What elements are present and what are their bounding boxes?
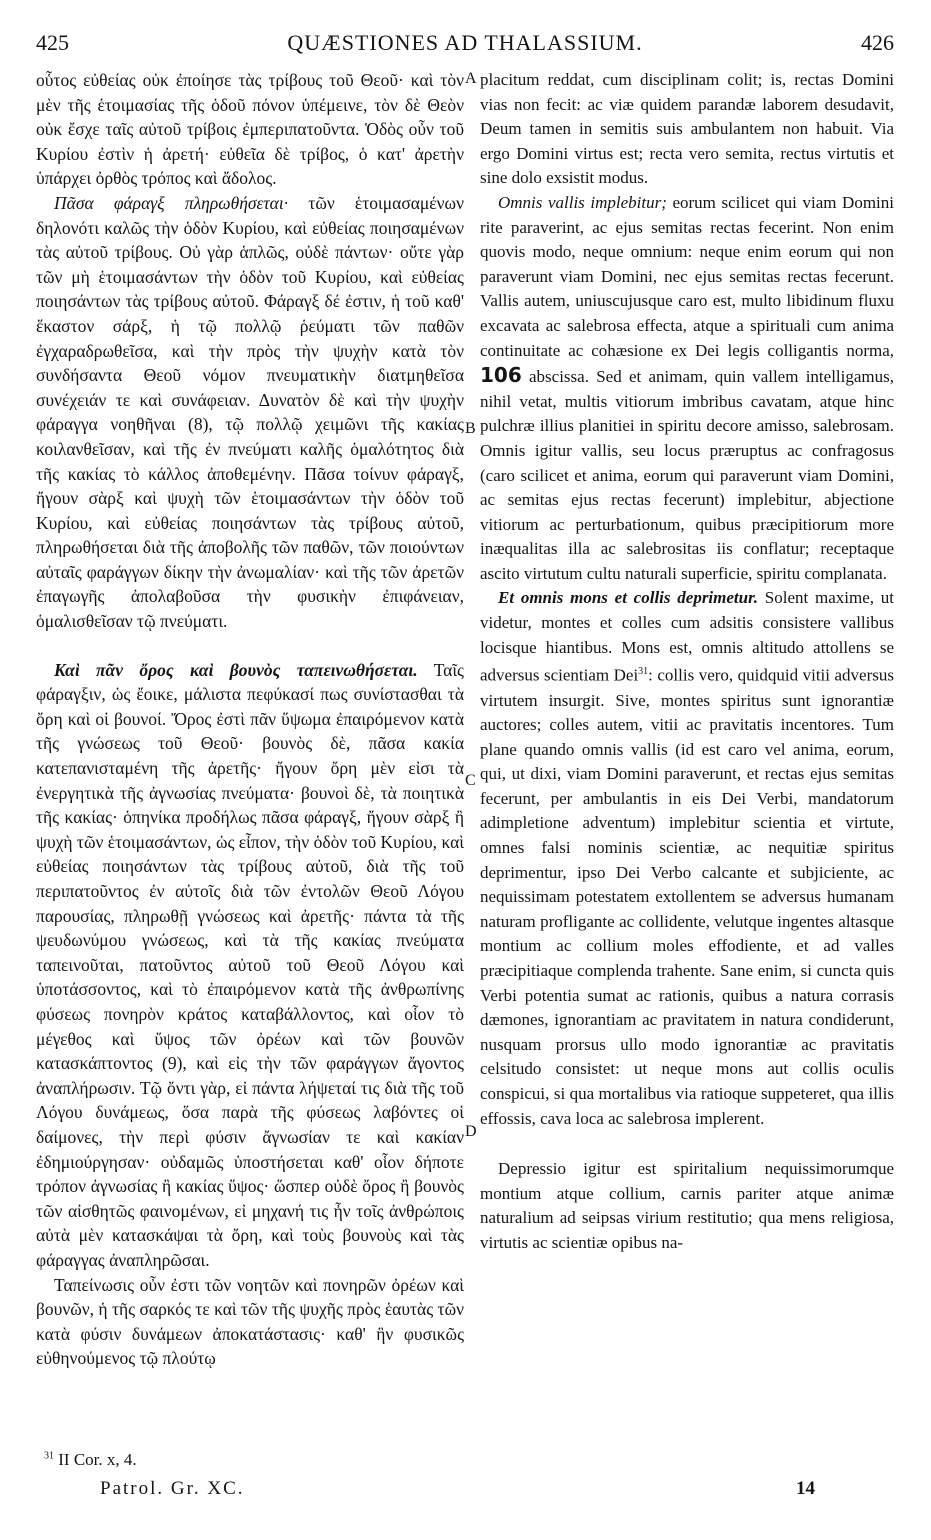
greek-paragraph-2 xyxy=(36,191,464,634)
page-number-left: 425 xyxy=(36,30,69,55)
greek-lemma-2: Καὶ πᾶν ὄρος καὶ βουνὸς ταπεινωθήσεται. xyxy=(54,659,418,680)
migne-column-number: 106 xyxy=(480,363,522,388)
footnote xyxy=(44,1450,137,1470)
greek-paragraph-3-text: Ταῖς φάραγξιν, ὡς ἔοικε, μάλιστα πεφύκασί πως συνίστασθαι τὰ ὄρη καὶ οἱ βουνοί. Ὄρος ἐστὶ πᾶν ὕψωμα ἐπαιρόμενον κατὰ τῆς γνώσεως τοῦ Θεοῦ· βουνὸς δὲ, πᾶσα κακία κατεπανισταμένη τῆς ἀρετῆς· ἤγουν ὄρη μὲν εἰσι τὰ ἐνεργητικὰ τῆς ἀγνωσίας πνεύματα· βουνοὶ δὲ, τὰ ποιητικὰ τῆς κακίας· ὁπηνίκα προδήλως πᾶσα φάραγξ, ἤγουν σὰρξ ἢ ψυχὴ τῶν ἑτοιμασάντων, ὡς εἶπον, τὴν ὁδὸν τοῦ Κυρίου, καὶ εὐθείας ποιησάντων τὰς τρίβους αὐτοῦ, διὰ τῆς τοῦ περιπατοῦντος ἐν αὐτοῖς διὰ τῶν ἐντολῶν Θεοῦ Λόγου παρουσίας, πληρωθῇ γνώσεως καὶ ἀρετῆς· πάντα τὰ τῆς ψευδωνύμου γνώσεως, καὶ τὰ τῆς κακίας πνεύματα ταπεινοῦται, πατοῦντος αὐτοῦ τοῦ Θεοῦ Λόγου καὶ ὑποτάσσοντος, καὶ τὸ ἐπαιρόμενον κατὰ τῆς ἀνθρωπίνης φύσεως πονηρὸν κράτος καταβάλλοντος, καὶ οἷον τὸ μέγεθος καὶ ὕψος τῶν ὀρέων καὶ τῶν βουνῶν κατασκάπτοντος (9), καὶ εἰς τὴν τῶν φαράγγων ἄγοντος ἀναπλήρωσιν. Τῷ ὄντι γὰρ, εἰ πάντα λήψεταί τις διὰ τῆς τοῦ Λόγου δυνάμεως, ὅσα παρὰ τῆς φύσεως λαβόντες οἱ δαίμονες, τὴν περὶ φύσιν ἄγνωσίαν τε καὶ κακίαν ἐδημιούργησαν· οὐδαμῶς ὑποστήσεται καθ' οἷον δήποτε τρόπον ἀγνωσίας ἢ κακίας ὕψος· ὥσπερ οὐδὲ ὄρος ἢ βουνὸς τῶν αἰσθητῶς φαινομένων, εἰ μηχανή τις ἦν τοῖς ἀνθρώποις αὐτὰ μὲν κατασκάψαι τὰ ὄρη, καὶ τοὺς βουνοὺς καὶ τὰς φάραγγας ἀναπληρῶσαι. xyxy=(36,659,464,1270)
latin-paragraph-3-text-a: Solent maxime, ut videtur, montes et colles cum adsitis consistere vallibus locisque hiantibus. Mons est, omnis altitudo attollens se adversus scientiam Dei xyxy=(480,588,894,685)
latin-lemma-1: Omnis vallis implebitur; xyxy=(498,192,667,212)
latin-paragraph-2-text-b: abscissa. Sed et animam, quin vallem intelligamus, nihil vetat, multis vitiorum imbribus cavatam, atque hinc pulchræ illius planitiei in spiritu decore amisso, salebrosam. Omnis igitur vallis, seu locus præruptus ac confragosus (caro scilicet et anima, eorum qui paraverunt viam Domini, ac semitas ejus rectas fecerunt) implebitur, abjectione vitiorum ac perturbationum, quibus præcipitiorum more inæqualitas illa ac salebrositas iis conflatur; receptaque ascito virtutum cultu naturali superficie, spiritu complanata. xyxy=(480,367,894,583)
latin-paragraph-4: Depressio igitur est spiritalium nequissimorumque montium atque collium, carnis pariter atque animæ naturalium ad seipsas virium restitutio; qua mens religiosa, virtutis ac scientiæ opibus na- xyxy=(480,1159,894,1252)
latin-column xyxy=(480,68,894,1256)
latin-paragraph-2-text-a: eorum scilicet qui viam Domini rite paraverint, ac ejus semitas rectas fecerint. Non enim quovis modo, neque omnium: neque enim eorum qui non paraverunt viam Domini, nec ejus semitas rectas fecerunt. Vallis autem, uniuscujusque caro est, multo libidinum fluxu excavata ac salebrosa effecta, atque a spirituali cum anima continuitate ac cohæsione ex Dei legis colligantis norma, xyxy=(480,192,894,360)
footnote-text: II Cor. x, 4. xyxy=(54,1450,137,1469)
latin-paragraph-3-text-b: : collis vero, quidquid vitii adversus virtutem insurgit. Sive, montes spiritus sunt ignorantiæ auctores; colles autem, vitii ac pravitatis incentores. Tum plane quando omnis vallis (id est caro vel anima, eorum, qui, ut dixi, viam Domini paraverunt, et rectas ejus semitas fecerunt, per ambulantis in eis Dei Verbi, mandatorum adimpletione adventum) implebitur scientia et virtute, omnes falsi nominis scientiæ, ac nequitiæ spiritus deprimentur, ipso Dei Verbo calcante et subjiciente, ac nequissimam potestatem extollentem se adversus humanam naturam profligante ac collidente, velutque ingentes altasque montium ac collium moles effodiente, et ad valles præcipitiaque complenda trahente. Sane enim, si cuncta quis Verbi potentia sumat ac rationis, quibus a natura corrasis dæmones, ignorantiam ac pravitatem in natura condiderunt, nusquam prorsus ullo modo ignorantiæ ac pravitatis celsitudo consistet: ut neque mons aut collis oculis conspicui, si qua mortalibus via ratioque suppeteret, qua illis effossis, cava loca ac salebrosa implerent. xyxy=(480,665,894,1128)
page-number-right: 426 xyxy=(861,30,894,55)
footnote-reference: 31 xyxy=(638,666,649,678)
footnote-number: 31 xyxy=(44,1450,54,1462)
greek-column xyxy=(36,68,464,1371)
latin-paragraph-1: placitum reddat, cum disciplinam colit; is, rectas Domini vias non fecit: ac viæ quidem parandæ laborem desudavit, Deum tamen in semitis suis ambulantem non habuit. Via ergo Domini virtus est; recta vero semita, rectus virtutis et sine dolo exsistit modus. xyxy=(480,70,894,188)
margin-marker-b: B xyxy=(465,420,476,437)
running-header xyxy=(36,30,894,64)
greek-paragraph-1: οὗτος εὐθείας οὐκ ἐποίησε τὰς τρίβους τοῦ Θεοῦ· καὶ τὸν μὲν τῆς ἑτοιμασίας τῆς ὁδοῦ πόνον ὑπέμεινε, τὸν δὲ Θεὸν οὐκ ἔσχε ταῖς αὐτοῦ τρίβοις ἐμπεριπατοῦντα. Ὁδὸς οὖν τοῦ Κυρίου ἐστὶν ἡ ἀρετή· εὐθεῖα δὲ τρίβος, ὁ κατ' ἀρετὴν ὑπάρχει ὀρθὸς τρόπος καὶ ἄδολος. xyxy=(36,70,464,189)
signature-line: Patrol. Gr. XC. xyxy=(100,1478,245,1499)
greek-paragraph-3 xyxy=(36,658,464,1273)
running-title: QUÆSTIONES AD THALASSIUM. xyxy=(287,30,643,55)
margin-marker-c: C xyxy=(465,772,476,789)
greek-lemma-1: Πᾶσα φάραγξ πληρωθήσεται· xyxy=(54,192,289,213)
greek-paragraph-4: Ταπείνωσις οὖν ἐστι τῶν νοητῶν καὶ πονηρῶν ὀρέων καὶ βουνῶν, ἡ τῆς σαρκός τε καὶ τῶν τῆς ψυχῆς πρὸς ἑαυτὰς τῶν κατὰ φύσιν δυνάμεων ἀποκατάστασις· καθ' ἣν φυσικῶς εὐθηνούμενος τῷ πλούτῳ xyxy=(36,1274,464,1369)
margin-marker-a: A xyxy=(465,70,477,87)
latin-paragraph-3 xyxy=(480,586,894,1131)
signature-number: 14 xyxy=(796,1478,815,1499)
greek-paragraph-2-text: τῶν ἑτοιμασαμένων δηλονότι καλῶς τὴν ὁδὸν Κυρίου, καὶ εὐθείας ποιησαμένων τὰς αὐτοῦ τρίβους. Οὐ γὰρ ἁπλῶς, οὐδὲ πάντων· οὔτε γὰρ τῶν μὴ ἑτοιμασάντων τὴν ὁδὸν τοῦ Κυρίου, καὶ εὐθείας ποιησάντων τὰς τρίβους αὐτοῦ. Φάραγξ δέ ἐστιν, ἡ τοῦ καθ' ἕκαστον σάρξ, ἡ τῷ πολλῷ ῥεύματι τῶν παθῶν ἐγχαραδρωθεῖσα, καὶ τὴν πρὸς τὴν ψυχὴν κατὰ τὸν συνδήσαντα Θεοῦ νόμον πνευματικὴν διατμηθεῖσα συνέχειάν τε καὶ συνάφειαν. Δυνατὸν δὲ καὶ τὴν ψυχὴν φάραγγα νοηθῆναι (8), τῷ πολλῷ χειμῶνι τῆς κακίας κοιλανθεῖσαν, καὶ τῆς ἐν πνεύματι καλῆς ὁμαλότητος διὰ τῆς κακίας τὸ κάλλος ἀποθεμένην. Πᾶσα τοίνυν φάραγξ, ἤγουν σὰρξ καὶ ψυχὴ τῶν ἑτοιμασάντων τὴν ὁδὸν τοῦ Κυρίου, καὶ εὐθείας ποιησάντων τὰς τρίβους αὐτοῦ, πληρωθήσεται διὰ τῆς ἀποβολῆς τῶν παθῶν, τῶν ποιούντων αὐταῖς φαράγγων δίκην τὴν ἀνωμαλίαν· καὶ τῆς τῶν ἀρετῶν ἐπαγωγῆς ἀπολαβοῦσα τὴν φυσικὴν ἐπιφάνειαν, ὁμαλισθεῖσαν τῷ πνεύματι. xyxy=(36,192,464,632)
latin-paragraph-2 xyxy=(480,191,894,587)
margin-marker-d: D xyxy=(465,1123,477,1140)
latin-lemma-2: Et omnis mons et collis deprimetur. xyxy=(498,588,759,608)
